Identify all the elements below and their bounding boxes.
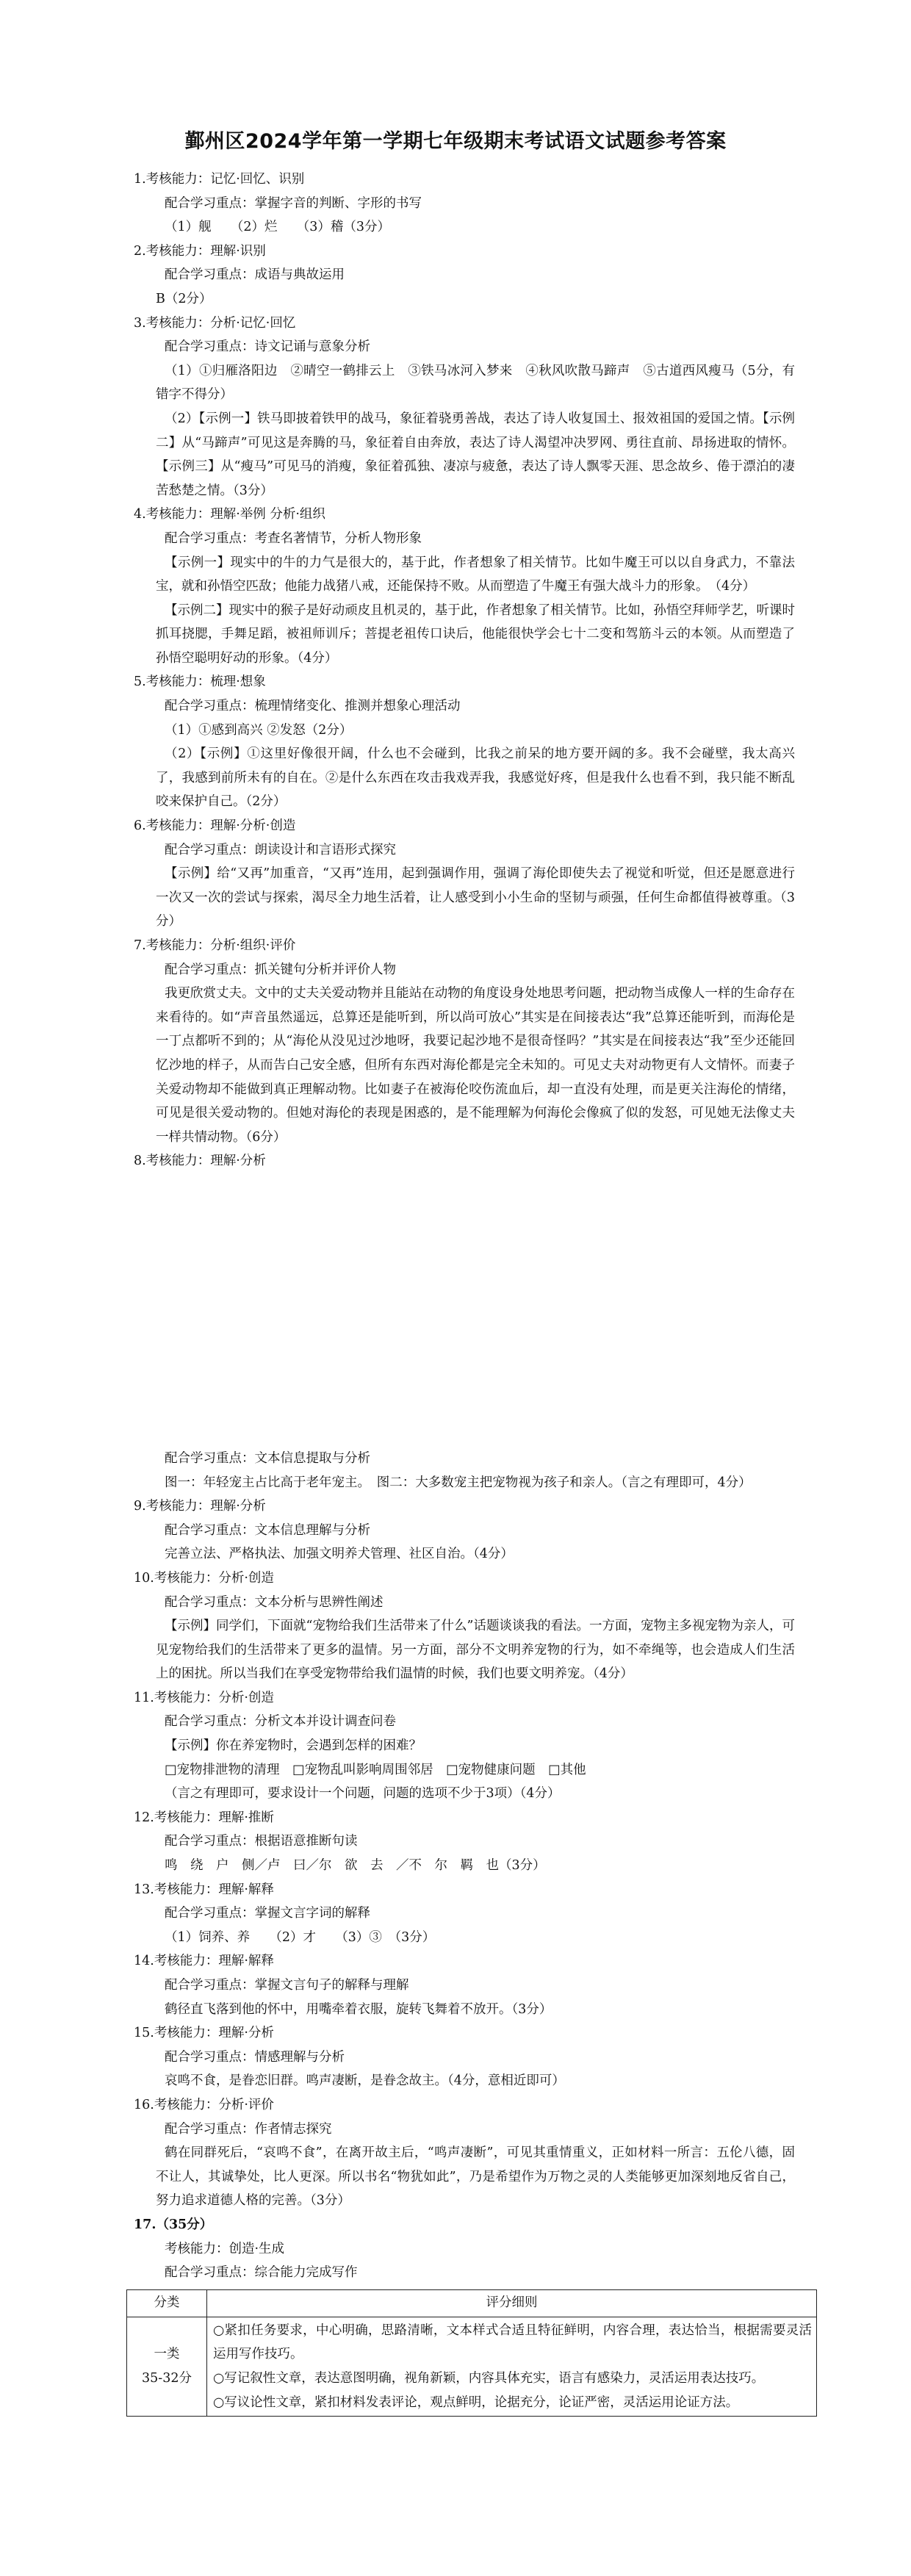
answer-paragraph: 【示例】给“又再”加重音，“又再”连用，起到强调作用，强调了海伦即使失去了视觉和听觉，但还是愿意进行一次又一次的尝试与探索，渴尽全力地生活着，让人感受到小小生命的坚韧与顽强，任何生命都值得被尊重。（3分）: [156, 866, 795, 929]
question-header: 13.考核能力：理解·解释: [134, 1882, 274, 1897]
q17-points: （35分）: [156, 2217, 213, 2232]
q17-focus: 配合学习重点：综合能力完成写作: [165, 2265, 358, 2281]
answer-line: 哀鸣不食，是眷恋旧群。鸣声凄断，是眷念故主。（4分，意相近即可）: [165, 2073, 565, 2089]
rubric-criterion: ○写议论性文章，紧扣材料发表评论，观点鲜明，论据充分，论证严密，灵活运用论证方法。: [213, 2395, 739, 2410]
answer-paragraph: （1）①归雁洛阳边 ②晴空一鹤排云上 ③铁马冰河入梦来 ④秋风吹散马蹄声 ⑤古道西风瘦马（5分，有错字不得分）: [156, 363, 795, 403]
answer-line: 配合学习重点：作者情志探究: [165, 2121, 332, 2137]
answer-line: 鸣 绕 户 侧／卢 曰／尔 欲 去 ／不 尔 羁 也（3分）: [165, 1858, 546, 1874]
question-header: 10.考核能力：分析·创造: [134, 1570, 274, 1586]
answer-line: 配合学习重点：文本分析与思辨性阐述: [165, 1594, 384, 1610]
answer-content: [134, 168, 812, 2417]
answer-line: 【示例】你在养宠物时，会遇到怎样的困难？: [165, 1738, 422, 1754]
rubric-header-category: 分类: [127, 2289, 207, 2317]
answer-line: 配合学习重点：掌握文言句子的解释与理解: [165, 1978, 409, 1993]
document-title: 鄞州区2024学年第一学期七年级期末考试语文试题参考答案: [184, 130, 727, 153]
rubric-category-range: 35-32分: [142, 2370, 192, 2386]
question-header: 3.考核能力：分析·记忆·回忆: [134, 315, 296, 331]
rubric-criteria-cell: [207, 2317, 817, 2416]
answer-paragraph: 【示例】同学们，下面就“宠物给我们生活带来了什么”话题谈谈我的看法。一方面，宠物主多视宠物为亲人，可见宠物给我们的生活带来了更多的温情。另一方面，部分不文明养宠物的行为，如不牵绳等，也会造成人们生活上的困扰。所以当我们在享受宠物带给我们温情的时候，我们也要文明养宠。（4分）: [156, 1619, 795, 1682]
answer-line: B（2分）: [156, 291, 212, 306]
question-header: 11.考核能力：分析·创造: [134, 1690, 274, 1705]
question-header: 15.考核能力：理解·分析: [134, 2026, 274, 2041]
answer-line: 配合学习重点：掌握字音的判断、字形的书写: [165, 195, 422, 211]
answer-line: 完善立法、严格执法、加强文明养犬管理、社区自治。（4分）: [165, 1547, 514, 1562]
question-header: 5.考核能力：梳理·想象: [134, 674, 266, 690]
answer-lines: [134, 168, 795, 2213]
question-header: 1.考核能力：记忆·回忆、识别: [134, 172, 305, 187]
answer-line: 鹤径直飞落到他的怀中，用嘴牵着衣服，旋转飞舞着不放开。（3分）: [165, 2001, 552, 2017]
rubric-category-name: 一类: [154, 2347, 180, 2362]
answer-line: （言之有理即可，要求设计一个问题，问题的选项不少于3项）（4分）: [165, 1786, 561, 1802]
answer-line: 配合学习重点：根据语意推断句读: [165, 1834, 358, 1849]
answer-line: （1）舰 （2）烂 （3）稽（3分）: [165, 220, 391, 235]
q17-number: 17.: [134, 2217, 156, 2232]
question-header: 2.考核能力：理解·识别: [134, 243, 266, 259]
question-header: 9.考核能力：理解·分析: [134, 1499, 266, 1514]
question-header: 4.考核能力：理解·举例 分析·组织: [134, 507, 325, 522]
answer-paragraph: 图一：年轻宠主占比高于老年宠主。 图二：大多数宠主把宠物视为孩子和亲人。（言之有理即可，4分）: [165, 1475, 752, 1490]
answer-line: 配合学习重点：成语与典故运用: [165, 267, 345, 283]
answer-line: （1）饲养、养 （2）才 （3）③ （3分）: [165, 1929, 436, 1945]
question-header: 8.考核能力：理解·分析: [134, 1154, 266, 1169]
answer-line: 配合学习重点：朗读设计和言语形式探究: [165, 842, 396, 857]
rubric-header-row: [127, 2289, 817, 2317]
answer-line: 配合学习重点：梳理情绪变化、推测并想象心理活动: [165, 699, 461, 714]
answer-paragraph: （2）【示例】①这里好像很开阔，什么也不会碰到，比我之前呆的地方要开阔的多。我不会碰壁，我太高兴了，我感到前所未有的自在。②是什么东西在攻击我戏弄我，我感觉好疼，但是我什么也看不到，我只能不断乱咬来保护自己。（2分）: [156, 746, 795, 810]
rubric-header-detail: 评分细则: [207, 2289, 817, 2317]
answer-line: 配合学习重点：考查名著情节，分析人物形象: [165, 530, 422, 546]
answer-line: 配合学习重点：掌握文言字词的解释: [165, 1906, 370, 1921]
answer-paragraph: 鹤在同群死后，“哀鸣不食”，在离开故主后，“鸣声凄断”，可见其重情重义，正如材料一所言：五伦八德，固不让人，其诚挚处，比人更深。所以书名“物犹如此”，乃是希望作为万物之灵的人类能够更加深刻地反省自己，努力追求道德人格的完善。（3分）: [156, 2145, 795, 2209]
question-header: 7.考核能力：分析·组织·评价: [134, 938, 296, 953]
rubric-category-cell: [127, 2317, 207, 2416]
answer-line: 配合学习重点：文本信息理解与分析: [165, 1522, 370, 1538]
answer-line: 配合学习重点：情感理解与分析: [165, 2049, 345, 2065]
answer-paragraph: 【示例一】现实中的牛的力气是很大的，基于此，作者想象了相关情节。比如牛魔王可以以自身武力，不靠法宝，就和孙悟空匹敌；他能力战猪八戒，还能保持不败。从而塑造了牛魔王有强大战斗力的形象。 （4分）: [156, 555, 795, 594]
answer-line: 配合学习重点：分析文本并设计调查问卷: [165, 1714, 396, 1730]
question-header: 12.考核能力：理解·推断: [134, 1810, 274, 1825]
question-header: 16.考核能力：分析·评价: [134, 2097, 274, 2112]
answer-line: 配合学习重点：诗文记诵与意象分析: [165, 339, 370, 355]
answer-line: □宠物排泄物的清理 □宠物乱叫影响周围邻居 □宠物健康问题 □其他: [165, 1762, 586, 1777]
answer-paragraph: 我更欣赏丈夫。文中的丈夫关爱动物并且能站在动物的角度设身处地思考问题，把动物当成像人一样的生命存在来看待的。如“声音虽然遥远，总算还是能听到，所以尚可放心”其实是在间接表达“我”总算还能听到，而海伦是一丁点都听不到的；从“海伦从没见过沙地呀，我要记起沙地不是很奇怪吗？”其实是在间接表达“我”至少还能回忆沙地的样子，从而告白己安全感，但所有东西对海伦都是完全未知的。可见丈夫对动物更有人文情怀。而妻子关爱动物却不能做到真正理解动物。比如妻子在被海伦咬伤流血后，却一直没有处理，而是更关注海伦的情绪，可见是很关爱动物的。但她对海伦的表现是困惑的，是不能理解为何海伦会像疯了似的发怒，可见她无法像丈夫一样共情动物。（6分）: [156, 986, 795, 1145]
answer-line: （1）①感到高兴 ②发怒（2分）: [165, 722, 353, 738]
question-header: 6.考核能力：理解·分析·创造: [134, 819, 296, 834]
answer-line: 配合学习重点：抓关键句分析并评价人物: [165, 962, 396, 977]
chart-area-blank: [134, 1173, 795, 1447]
rubric-row: [127, 2317, 817, 2416]
answer-paragraph: 【示例二】现实中的猴子是好动顽皮且机灵的，基于此，作者想象了相关情节。比如，孙悟空拜师学艺，听课时抓耳挠腮，手舞足蹈，被祖师训斥；菩提老祖传口诀后，他能很快学会七十二变和驾筋斗云的本领。从而塑造了孙悟空聪明好动的形象。（4分）: [156, 602, 795, 666]
scoring-rubric-table: [126, 2289, 817, 2417]
question-header: 14.考核能力：理解·解释: [134, 1954, 274, 1969]
answer-paragraph: （2）【示例一】铁马即披着铁甲的战马，象征着骁勇善战，表达了诗人收复国土、报效祖国的爱国之情。【示例二】从“马蹄声”可见这是奔腾的马，象征着自由奔放，表达了诗人渴望冲决罗网、勇往直前、昂扬进取的情怀。【示例三】从“瘦马”可见马的消瘦，象征着孤独、凄凉与疲惫，表达了诗人飘零天涯、思念故乡、倦于漂泊的凄苦愁楚之情。（3分）: [156, 411, 795, 498]
rubric-criterion: ○紧扣任务要求，中心明确，思路清晰，文本样式合适且特征鲜明，内容合理，表达恰当，根据需要灵活运用写作技巧。: [213, 2323, 812, 2362]
rubric-criterion: ○写记叙性文章，表达意图明确，视角新颖，内容具体充实，语言有感染力，灵活运用表达技巧。: [213, 2370, 765, 2386]
q17-ability: 考核能力：创造·生成: [165, 2241, 285, 2256]
answer-line: 配合学习重点：文本信息提取与分析: [165, 1450, 370, 1466]
q17-header: [134, 2213, 795, 2237]
